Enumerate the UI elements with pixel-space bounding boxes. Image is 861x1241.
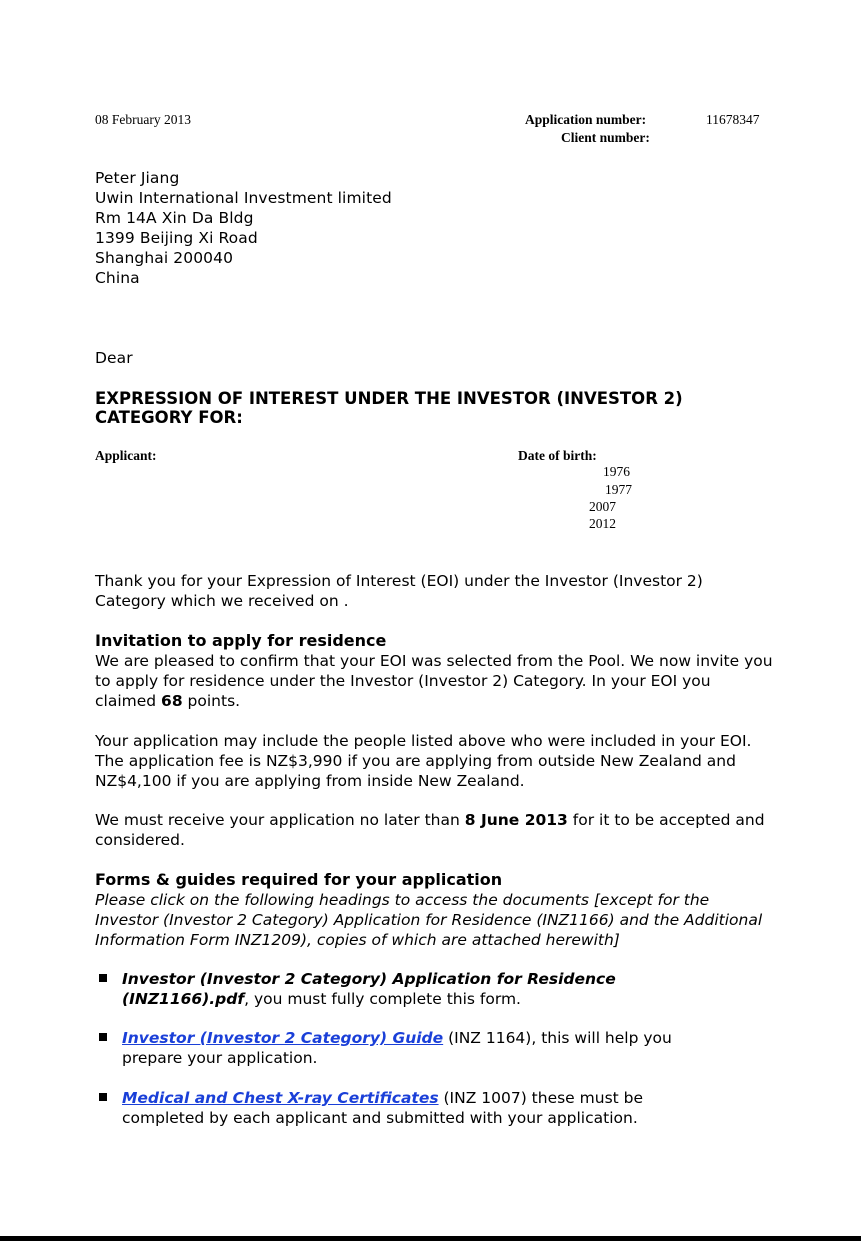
intro-paragraph: Thank you for your Expression of Interest (EOI) under the Investor (Investor 2) Category which we received on .	[95, 572, 703, 610]
address-line: China	[95, 269, 140, 287]
list-item	[122, 1088, 702, 1128]
applicant-label: Applicant:	[95, 448, 157, 463]
dob-year: 2007	[589, 499, 616, 514]
letter-date: 08 February 2013	[95, 112, 191, 127]
deadline-text-end: for it to be accepted and considered.	[95, 811, 765, 849]
list-item	[122, 969, 682, 1009]
letter-title-line1: EXPRESSION OF INTEREST UNDER THE INVESTOR (INVESTOR 2)	[95, 389, 683, 408]
address-line: Peter Jiang	[95, 169, 180, 187]
claimed-points: 68	[161, 692, 183, 710]
application-number-label: Application number:	[525, 112, 647, 127]
application-number: 11678347	[706, 112, 760, 127]
investor-guide-link[interactable]: Investor (Investor 2 Category) Guide	[122, 1029, 444, 1047]
invitation-text-end: points.	[182, 692, 241, 710]
dob-year: 2012	[589, 516, 616, 531]
address-line: Shanghai 200040	[95, 249, 234, 267]
bullet-icon	[99, 974, 107, 982]
address-line: 1399 Beijing Xi Road	[95, 229, 258, 247]
fee-paragraph: Your application may include the people listed above who were included in your EOI. The application fee is NZ$3,990 if you are applying from outside New Zealand and NZ$4,100 if you are applying from inside New Zealand.	[95, 732, 752, 790]
dob-label: Date of birth:	[518, 448, 597, 463]
deadline-paragraph	[95, 810, 775, 850]
invitation-paragraph	[95, 651, 775, 711]
forms-heading: Forms & guides required for your application	[95, 870, 503, 889]
list-item-desc: (INZ 1007) these must be completed by each applicant and submitted with your application.	[122, 1089, 644, 1127]
bullet-icon	[99, 1033, 107, 1041]
forms-instructions: Please click on the following headings to access the documents [except for the Investor (Investor 2 Category) Application for Residence (INZ1166) and the Additional Information Form INZ1209), copies of which are attached herewith]	[95, 891, 763, 949]
list-item	[122, 1028, 732, 1068]
page-bottom-border	[0, 1236, 861, 1241]
invitation-text: We are pleased to confirm that your EOI was selected from the Pool. We now invite you to apply for residence under the Investor (Investor 2) Category. In your EOI you claimed	[95, 652, 773, 710]
address-line: Uwin International Investment limited	[95, 189, 392, 207]
bullet-icon	[99, 1093, 107, 1101]
client-number-label: Client number:	[561, 130, 650, 145]
address-line: Rm 14A Xin Da Bldg	[95, 209, 254, 227]
list-item-desc: (INZ 1164), this will help you prepare your application.	[122, 1029, 672, 1067]
application-form-title: Investor (Investor 2 Category) Application for Residence (INZ1166).pdf	[122, 970, 616, 1008]
medical-certificates-link[interactable]: Medical and Chest X-ray Certificates	[122, 1089, 439, 1107]
deadline-text: We must receive your application no later than	[95, 811, 465, 829]
dob-year: 1976	[603, 464, 630, 479]
letter-title-line2: CATEGORY FOR:	[95, 408, 243, 427]
invitation-heading: Invitation to apply for residence	[95, 631, 387, 650]
deadline-date: 8 June 2013	[464, 811, 568, 829]
salutation: Dear	[95, 349, 133, 367]
list-item-desc: , you must fully complete this form.	[244, 990, 521, 1008]
dob-year: 1977	[605, 482, 632, 497]
